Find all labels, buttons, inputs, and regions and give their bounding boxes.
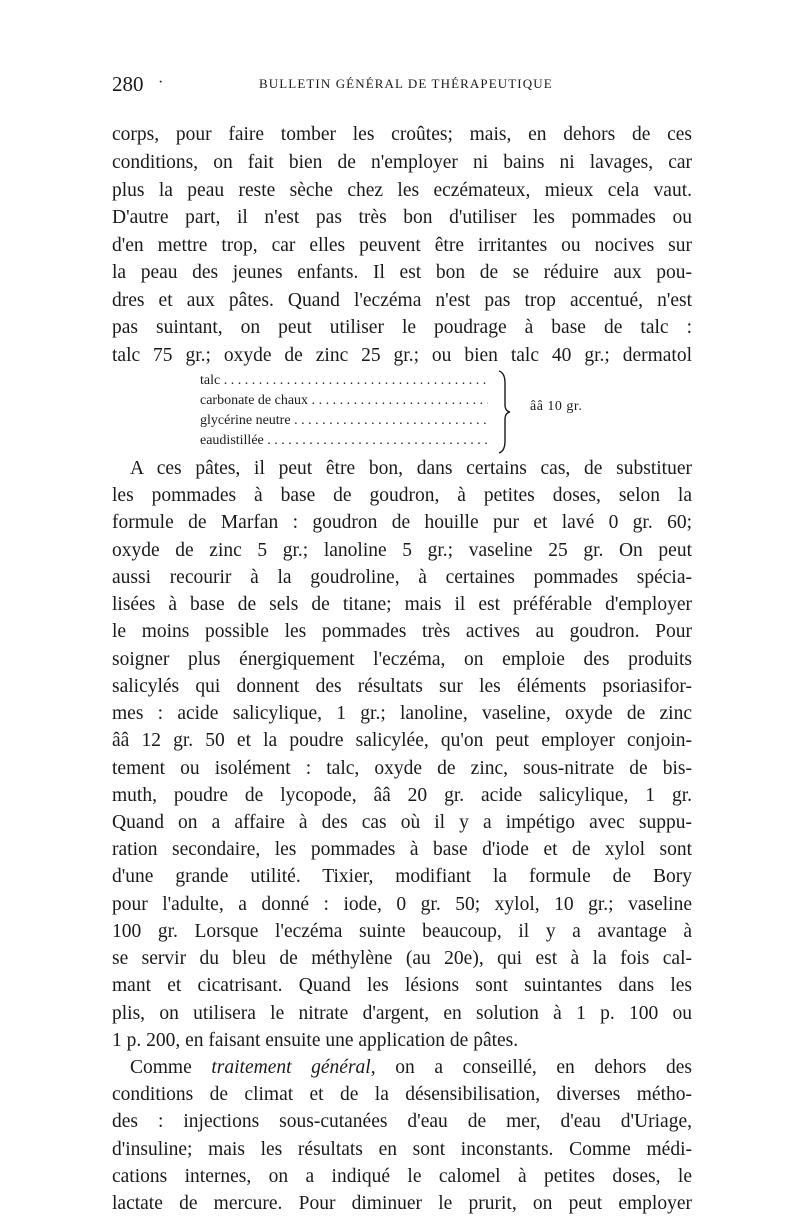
text-line bbox=[130, 1053, 692, 1083]
text-span: Comme bbox=[130, 1057, 212, 1078]
text-line: les pommades à base de goudron, à petites doses, selon la bbox=[112, 485, 692, 506]
text-line: lisées à base de sels de titane; mais il est préférable d'employer bbox=[112, 594, 692, 615]
text-line: 1 p. 200, en faisant ensuite une application de pâtes. bbox=[112, 1030, 519, 1051]
text-line: formule de Marfan : goudron de houille pur et lavé 0 gr. 60; bbox=[112, 512, 692, 533]
recipe-block bbox=[200, 371, 640, 453]
text-line: la peau des jeunes enfants. Il est bon de se réduire aux pou- bbox=[112, 262, 692, 283]
text-line: d'insuline; mais les résultats en sont inconstants. Comme médi- bbox=[112, 1139, 692, 1160]
recipe-ingredient: talc . . . bbox=[200, 371, 488, 391]
recipe-dose: ââ 10 gr. bbox=[530, 399, 583, 414]
text-line: soigner plus énergiquement l'eczéma, on emploie des produits bbox=[112, 649, 692, 670]
text-line: se servir du bleu de méthylène (au 20e), qui est à la fois cal- bbox=[112, 948, 692, 969]
running-header bbox=[112, 72, 692, 102]
text-line: ââ 12 gr. 50 et la poudre salicylée, qu'on peut employer conjoin- bbox=[112, 730, 692, 751]
text-line: mes : acide salicylique, 1 gr.; lanoline, vaseline, oxyde de zinc bbox=[112, 703, 692, 724]
text-line: lactate de mercure. Pour diminuer le prurit, on peut employer bbox=[112, 1193, 692, 1214]
text-line: A ces pâtes, il peut être bon, dans certains cas, de substituer bbox=[130, 458, 692, 479]
text-line: le moins possible les pommades très actives au goudron. Pour bbox=[112, 621, 692, 642]
text-line: muth, poudre de lycopode, ââ 20 gr. acide salicylique, 1 gr. bbox=[112, 785, 692, 806]
recipe-ingredient: eaudistillée . . . bbox=[200, 431, 488, 451]
text-line: mant et cicatrisant. Quand les lésions sont suintantes dans les bbox=[112, 975, 692, 996]
page-number: 280 bbox=[112, 72, 144, 96]
text-line: salicylés qui donnent des résultats sur les éléments psoriasifor- bbox=[112, 676, 692, 697]
text-span: , on a conseillé, en dehors des bbox=[370, 1057, 693, 1078]
text-line: pour l'adulte, a donné : iode, 0 gr. 50; xylol, 10 gr.; vaseline bbox=[112, 894, 692, 915]
text-line: aussi recourir à la goudroline, à certaines pommades spécia- bbox=[112, 567, 692, 588]
text-line: plis, on utilisera le nitrate d'argent, en solution à 1 p. 100 ou bbox=[112, 1003, 692, 1024]
text-line: conditions de climat et de la désensibilisation, diverses métho- bbox=[112, 1084, 692, 1105]
text-line: 100 gr. Lorsque l'eczéma suinte beaucoup, il y a avantage à bbox=[112, 921, 692, 942]
text-line: pas suintant, on peut utiliser le poudrage à base de talc : bbox=[112, 317, 692, 338]
curly-brace-icon bbox=[497, 369, 511, 455]
text-line: ration secondaire, les pommades à base d'iode et de xylol sont bbox=[112, 839, 692, 860]
text-line: plus la peau reste sèche chez les eczémateux, mieux cela vaut. bbox=[112, 180, 692, 201]
text-line: tement ou isolément : talc, oxyde de zinc, sous-nitrate de bis- bbox=[112, 758, 692, 779]
text-line: conditions, on fait bien de n'employer ni bains ni lavages, car bbox=[112, 152, 692, 173]
text-line: des : injections sous-cutanées d'eau de mer, d'eau d'Uriage, bbox=[112, 1111, 692, 1132]
text-line: Quand on a affaire à des cas où il y a impétigo avec suppu- bbox=[112, 812, 692, 833]
text-line: d'en mettre trop, car elles peuvent être irritantes ou nocives sur bbox=[112, 235, 692, 256]
text-line: d'une grande utilité. Tixier, modifiant la formule de Bory bbox=[112, 866, 692, 887]
text-line: cations internes, on a indiqué le calomel à petites doses, le bbox=[112, 1166, 692, 1187]
recipe-ingredient: glycérine neutre . . . bbox=[200, 411, 488, 431]
text-line: talc 75 gr.; oxyde de zinc 25 gr.; ou bien talc 40 gr.; dermatol bbox=[112, 345, 692, 366]
recipe-ingredient: carbonate de chaux . . . bbox=[200, 391, 488, 411]
italic-term: traitement général bbox=[211, 1057, 371, 1078]
text-line: oxyde de zinc 5 gr.; lanoline 5 gr.; vaseline 25 gr. On peut bbox=[112, 540, 692, 561]
header-separator-dot: · bbox=[158, 74, 164, 91]
text-line: D'autre part, il n'est pas très bon d'utiliser les pommades ou bbox=[112, 207, 692, 228]
text-line: corps, pour faire tomber les croûtes; mais, en dehors de ces bbox=[112, 124, 692, 145]
running-title: BULLETIN GÉNÉRAL DE THÉRAPEUTIQUE bbox=[259, 76, 553, 91]
text-line: dres et aux pâtes. Quand l'eczéma n'est pas trop accentué, n'est bbox=[112, 290, 692, 311]
